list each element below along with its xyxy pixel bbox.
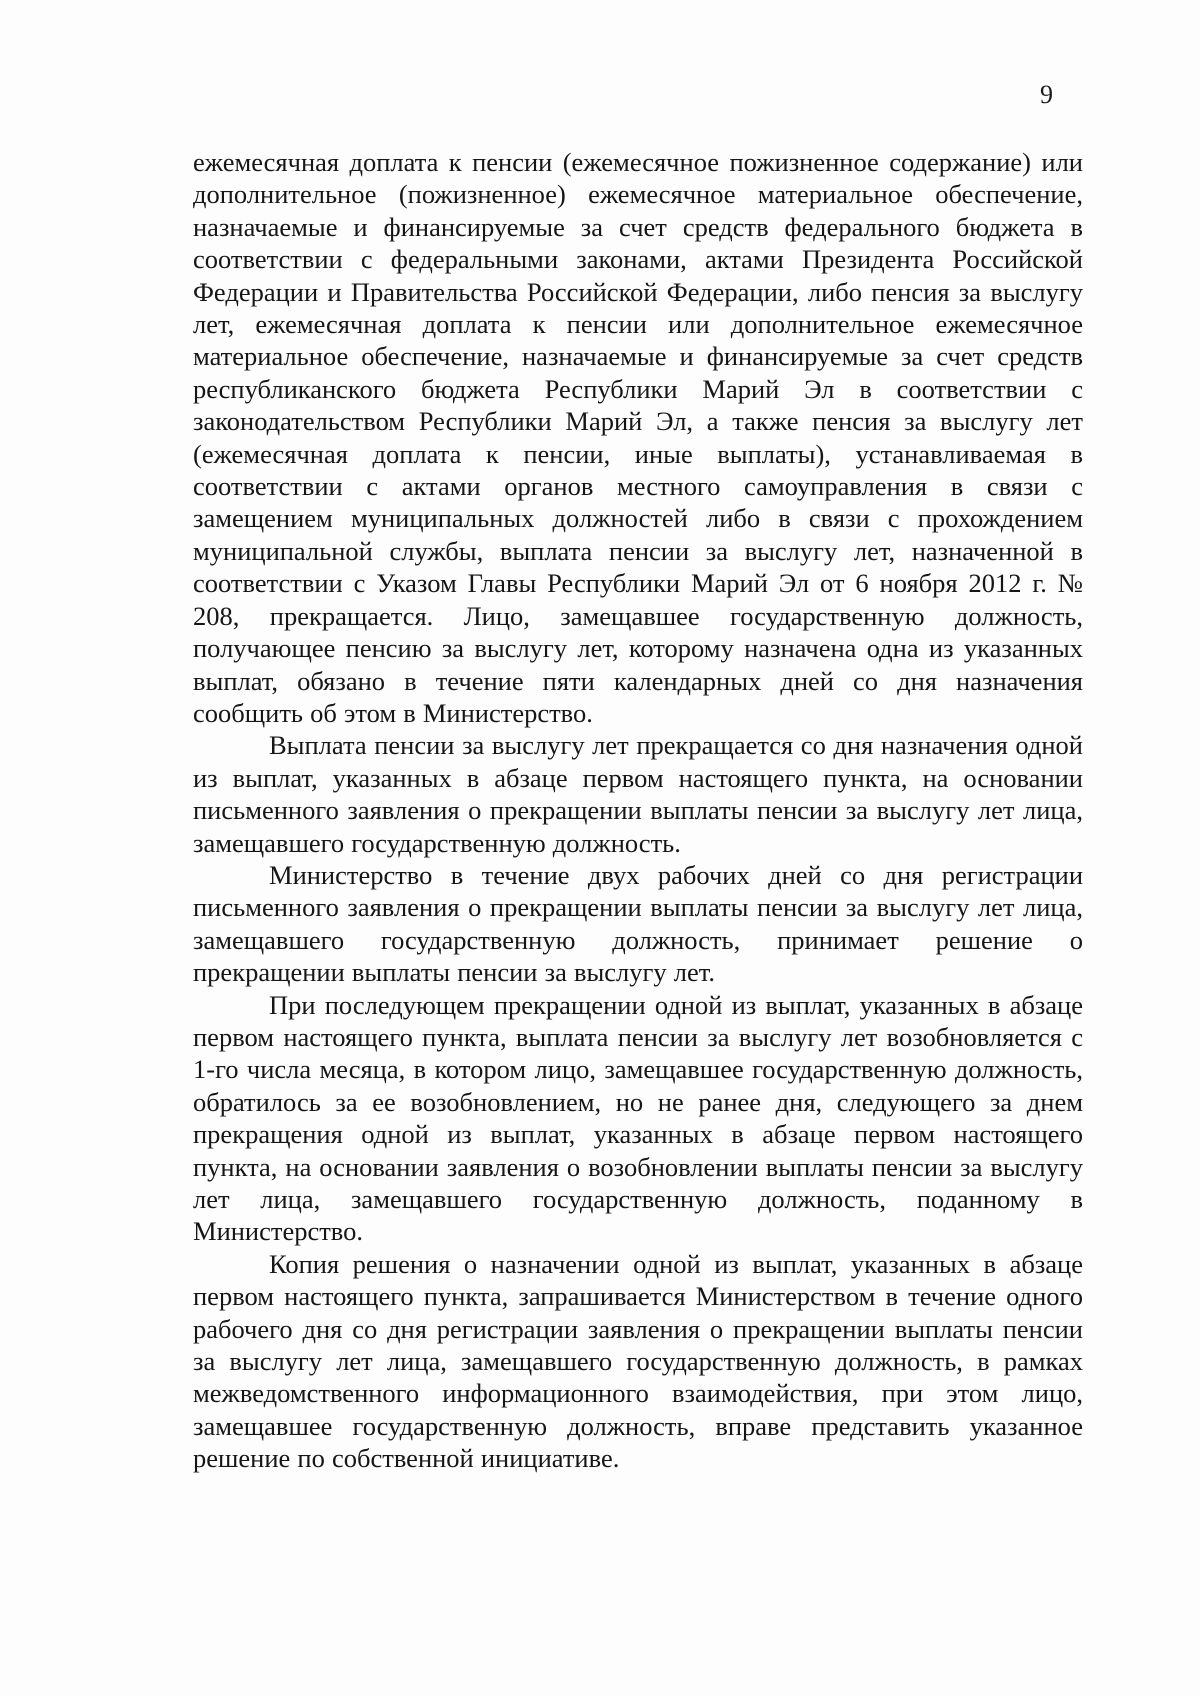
paragraph-5: Копия решения о назначении одной из выплат, указанных в абзаце первом настоящего пункта, запрашивается Министерством в течение одного рабочего дня со дня регистрации заявления о прекращении выплаты пенсии за выслугу лет лица, замещавшего государственную должность, в рамках межведомственного информационного взаимодействия, при этом лицо, замещавшее государственную должность, вправе представить указанное решение по собственной инициативе. xyxy=(193,1248,1083,1474)
document-body xyxy=(193,146,1083,1475)
page-number: 9 xyxy=(1040,80,1053,109)
paragraph-2: Выплата пенсии за выслугу лет прекращается со дня назначения одной из выплат, указанных в абзаце первом настоящего пункта, на основании письменного заявления о прекращении выплаты пенсии за выслугу лет лица, замещавшего государственную должность. xyxy=(193,730,1083,858)
paragraph-1: ежемесячная доплата к пенсии (ежемесячное пожизненное содержание) или дополнительное (пожизненное) ежемесячное материальное обеспечение, назначаемые и финансируемые за счет средств федерального бюджета в соответствии с федеральными законами, актами Президента Российской Федерации и Правительства Российской Федерации, либо пенсия за выслугу лет, ежемесячная доплата к пенсии или дополнительное ежемесячное материальное обеспечение, назначаемые и финансируемые за счет средств республиканского бюджета Республики Марий Эл в соответствии с законодательством Республики Марий Эл, а также пенсия за выслугу лет (ежемесячная доплата к пенсии, иные выплаты), устанавливаемая в соответствии с актами органов местного самоуправления в связи с замещением муниципальных должностей либо в связи с прохождением муниципальной службы, выплата пенсии за выслугу лет, назначенной в соответствии с Указом Главы Республики Марий Эл от 6 ноября 2012 г. № 208, прекращается. Лицо, замещавшее государственную должность, получающее пенсию за выслугу лет, которому назначена одна из указанных выплат, обязано в течение пяти календарных дней со дня назначения сообщить об этом в Министерство. xyxy=(193,147,1083,728)
paragraph-3: Министерство в течение двух рабочих дней со дня регистрации письменного заявления о прекращении выплаты пенсии за выслугу лет лица, замещавшего государственную должность, принимает решение о прекращении выплаты пенсии за выслугу лет. xyxy=(193,859,1083,988)
paragraph-4: При последующем прекращении одной из выплат, указанных в абзаце первом настоящего пункта, выплата пенсии за выслугу лет возобновляется с 1-го числа месяца, в котором лицо, замещавшее государственную должность, обратилось за ее возобновлением, но не ранее дня, следующего за днем прекращения одной из выплат, указанных в абзаце первом настоящего пункта, на основании заявления о возобновлении выплаты пенсии за выслугу лет лица, замещавшего государственную должность, поданному в Министерство. xyxy=(193,989,1083,1247)
